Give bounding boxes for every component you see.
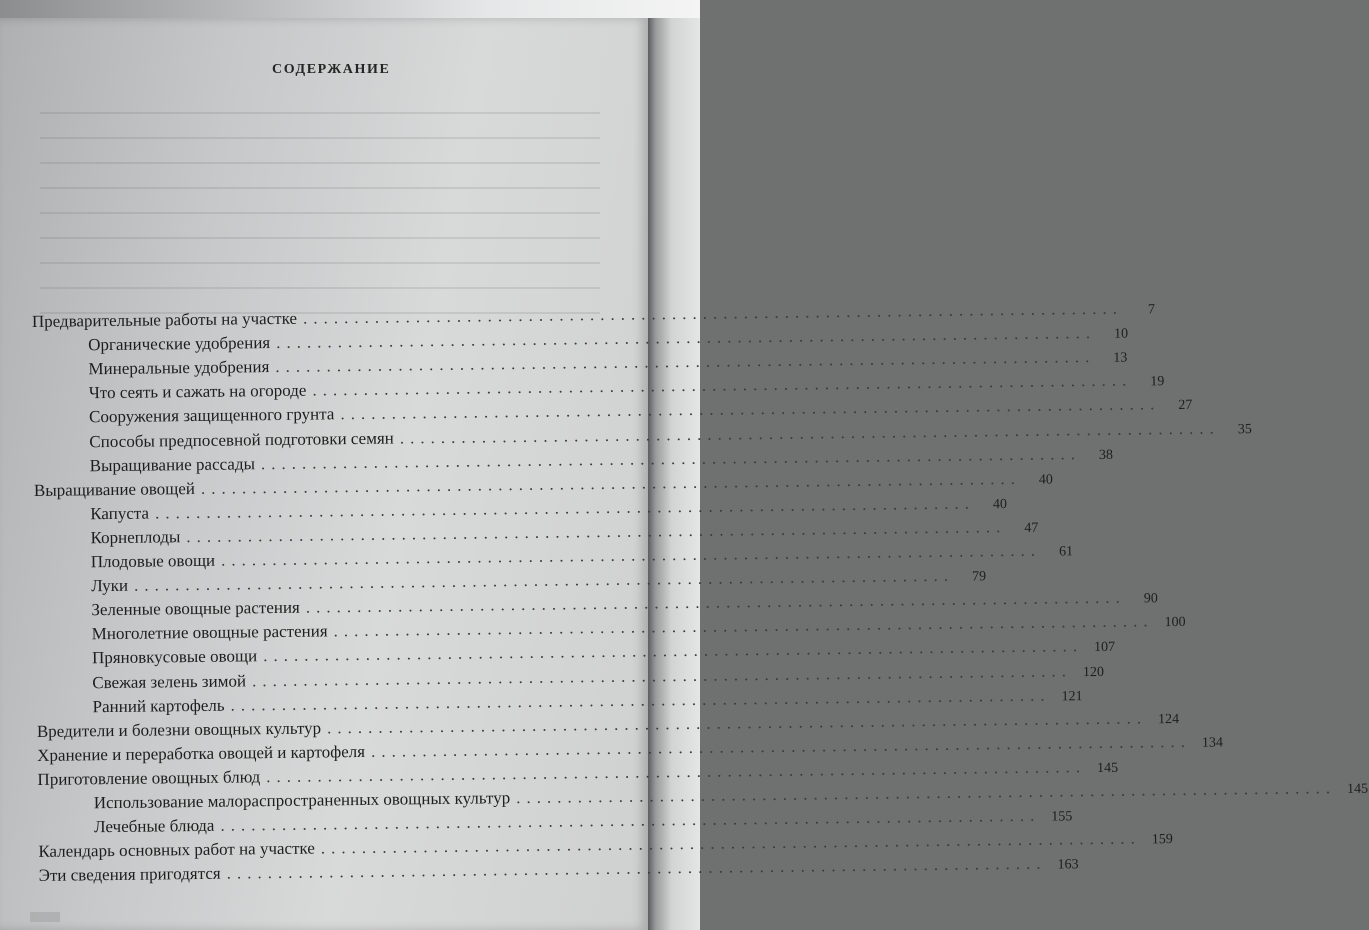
toc-entry-page: 159: [1151, 832, 1173, 848]
toc-entry-title: Ранний картофель: [92, 695, 225, 716]
toc-entry-title: Что сеять и сажать на огороде: [88, 380, 307, 403]
toc-entry-page: 38: [1098, 447, 1113, 463]
toc-entry-page: 134: [1201, 735, 1224, 751]
toc-entry: [38, 853, 1079, 888]
toc-entry-page: 13: [1113, 350, 1128, 366]
toc-entry-page: 145: [1347, 781, 1369, 797]
toc-leader-dots: ................................................................................: [275, 347, 1096, 377]
toc-entry-title: Минеральные удобрения: [88, 357, 270, 379]
toc-leader-dots: ................................................................................: [266, 757, 1087, 787]
toc-entry-page: 121: [1061, 688, 1083, 705]
toc-leader-dots: ................................................................................: [220, 805, 1041, 835]
toc-entry-title: Капуста: [90, 503, 150, 524]
toc-entry-title: Свежая зелень зимой: [92, 670, 247, 692]
toc-entry-page: 40: [992, 496, 1008, 513]
toc-entry-title: Календарь основных работ на участке: [38, 838, 315, 862]
toc-entry-page: 79: [971, 569, 987, 585]
toc-entry-page: 90: [1143, 591, 1158, 607]
toc-leader-dots: ................................................................................: [186, 516, 1007, 546]
toc-entry-title: Корнеплоды: [90, 527, 181, 548]
toc-entry-title: Использование малораспространенных овощных культур: [93, 788, 511, 813]
toc-leader-dots: ................................................................................: [263, 636, 1084, 666]
toc-entry-page: 35: [1237, 421, 1252, 437]
toc-entry-page: 100: [1164, 615, 1186, 631]
toc-entry-page: 19: [1150, 374, 1165, 390]
toc-leader-dots: ................................................................................: [276, 323, 1097, 353]
toc-entry-page: 7: [1147, 302, 1156, 318]
toc-entry-title: Выращивание рассады: [89, 453, 256, 475]
toc-leader-dots: ................................................................................: [399, 417, 1220, 447]
toc-leader-dots: ................................................................................: [516, 778, 1337, 808]
toc-entry-page: 145: [1097, 760, 1119, 776]
toc-entry-page: 61: [1058, 544, 1074, 560]
toc-leader-dots: ................................................................................: [230, 685, 1051, 715]
toc-leader-dots: ................................................................................: [154, 493, 976, 523]
toc-leader-dots: ................................................................................: [220, 540, 1042, 570]
toc-leader-dots: ................................................................................: [133, 565, 955, 595]
toc-leader-dots: ................................................................................: [340, 394, 1161, 424]
toc-entry-title: Пряновкусовые овощи: [91, 646, 258, 668]
toc-leader-dots: ................................................................................: [326, 708, 1148, 738]
toc-leader-dots: ................................................................................: [320, 828, 1141, 858]
toc-leader-dots: ................................................................................: [200, 468, 1021, 498]
page-title: СОДЕРЖАНИЕ: [272, 62, 391, 77]
toc-entry-title: Вредители и болезни овощных культур: [36, 718, 322, 741]
toc-entry-title: Зеленные овощные растения: [91, 597, 300, 620]
toc-leader-dots: ................................................................................: [251, 660, 1073, 690]
toc-leader-dots: ................................................................................: [333, 611, 1154, 641]
toc-entry-title: Приготовление овощных блюд: [37, 767, 261, 789]
toc-leader-dots: ................................................................................: [370, 731, 1192, 761]
toc-entry-page: 163: [1057, 857, 1079, 873]
toc-entry-page: 10: [1114, 326, 1129, 342]
toc-entry-page: 40: [1038, 472, 1053, 488]
toc-entry-title: Плодовые овощи: [90, 550, 216, 572]
toc-entry-title: Многолетние овощные растения: [91, 621, 328, 644]
toc-entry-page: 27: [1178, 398, 1193, 414]
toc-leader-dots: ................................................................................: [226, 853, 1047, 883]
toc-entry-title: Эти сведения пригодятся: [38, 864, 221, 886]
toc-entry-title: Выращивание овощей: [33, 478, 196, 500]
toc-entry-page: 155: [1051, 809, 1073, 825]
toc-entry-page: 120: [1082, 664, 1105, 680]
toc-entry-page: 107: [1094, 640, 1116, 656]
toc-entry-title: Луки: [91, 575, 129, 596]
toc-leader-dots: ................................................................................: [260, 443, 1081, 473]
toc-entry-title: Предварительные работы на участке: [31, 308, 298, 331]
toc-entry-title: Органические удобрения: [88, 333, 271, 355]
toc-entry-page: 124: [1157, 711, 1180, 727]
toc-entry-title: Сооружения защищенного грунта: [88, 404, 335, 427]
toc-entry-title: Хранение и переработка овощей и картофеля: [37, 741, 366, 765]
toc-entry-title: Лечебные блюда: [93, 815, 215, 837]
toc-leader-dots: ................................................................................: [305, 587, 1126, 617]
page-corner-mark: [30, 912, 60, 922]
toc-entry-title: Способы предпосевной подготовки семян: [89, 428, 394, 451]
toc-entry-page: 47: [1024, 520, 1039, 536]
toc-leader-dots: ................................................................................: [312, 370, 1133, 400]
toc-leader-dots: ................................................................................: [302, 298, 1124, 328]
